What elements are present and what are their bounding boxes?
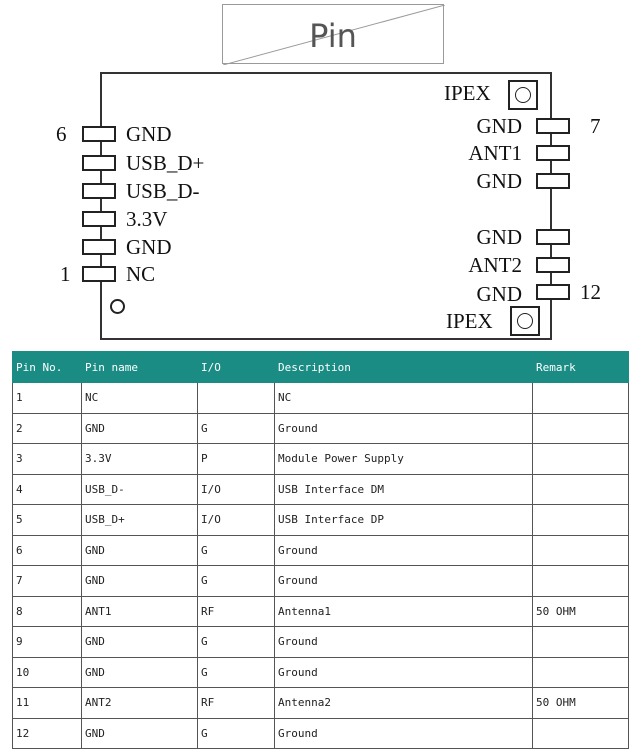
cell-io: G xyxy=(198,535,275,566)
cell-remark xyxy=(533,566,629,597)
table-header-row xyxy=(13,352,629,383)
cell-pin-no: 8 xyxy=(13,596,82,627)
cell-pin-no: 11 xyxy=(13,688,82,719)
cell-io: RF xyxy=(198,596,275,627)
cell-io: G xyxy=(198,718,275,749)
cell-description: Antenna1 xyxy=(275,596,533,627)
table-row xyxy=(13,535,629,566)
left-pad-6 xyxy=(82,266,116,282)
cell-description: USB Interface DM xyxy=(275,474,533,505)
ipex-connector-icon xyxy=(517,313,533,329)
cell-description: Module Power Supply xyxy=(275,444,533,475)
cell-pin-name: GND xyxy=(82,535,198,566)
cell-description: Ground xyxy=(275,627,533,658)
left-pin-label: USB_D+ xyxy=(126,151,205,175)
left-pin-number-6: 6 xyxy=(56,122,67,146)
cell-pin-no: 6 xyxy=(13,535,82,566)
left-pin-label: USB_D- xyxy=(126,179,200,203)
table-row xyxy=(13,505,629,536)
title-box xyxy=(222,4,444,64)
table-row xyxy=(13,383,629,414)
mounting-hole xyxy=(110,299,125,314)
right-pad-6 xyxy=(536,284,570,300)
header-pin-name: Pin name xyxy=(82,352,198,383)
cell-remark xyxy=(533,413,629,444)
pin-table xyxy=(12,351,629,749)
cell-remark xyxy=(533,474,629,505)
table-row xyxy=(13,566,629,597)
cell-remark: 50 OHM xyxy=(533,688,629,719)
ipex-connector-top xyxy=(508,80,538,110)
cell-io: G xyxy=(198,657,275,688)
cell-io: G xyxy=(198,627,275,658)
header-description: Description xyxy=(275,352,533,383)
left-pad-2 xyxy=(82,155,116,171)
ipex-connector-bottom xyxy=(510,306,540,336)
cell-pin-name: USB_D- xyxy=(82,474,198,505)
cell-pin-name: ANT2 xyxy=(82,688,198,719)
left-pad-1 xyxy=(82,126,116,142)
left-pad-5 xyxy=(82,239,116,255)
cell-pin-no: 5 xyxy=(13,505,82,536)
table-row xyxy=(13,627,629,658)
cell-description: Antenna2 xyxy=(275,688,533,719)
left-pin-number-1: 1 xyxy=(60,262,71,286)
right-pad-1 xyxy=(536,118,570,134)
cell-pin-name: NC xyxy=(82,383,198,414)
cell-description: Ground xyxy=(275,657,533,688)
left-pad-3 xyxy=(82,183,116,199)
cell-description: NC xyxy=(275,383,533,414)
cell-remark xyxy=(533,718,629,749)
cell-remark xyxy=(533,383,629,414)
right-pin-number-7: 7 xyxy=(590,114,601,138)
ipex-label-top: IPEX xyxy=(444,81,491,105)
cell-io: I/O xyxy=(198,474,275,505)
table-row xyxy=(13,718,629,749)
cell-pin-no: 3 xyxy=(13,444,82,475)
table-row xyxy=(13,444,629,475)
cell-remark xyxy=(533,505,629,536)
right-pad-3 xyxy=(536,173,570,189)
cell-pin-no: 10 xyxy=(13,657,82,688)
cell-io: G xyxy=(198,413,275,444)
cell-io: I/O xyxy=(198,505,275,536)
cell-pin-name: GND xyxy=(82,657,198,688)
cell-description: Ground xyxy=(275,566,533,597)
table-row xyxy=(13,657,629,688)
right-pin-label: ANT2 xyxy=(468,253,522,277)
cell-pin-name: 3.3V xyxy=(82,444,198,475)
cell-pin-no: 1 xyxy=(13,383,82,414)
right-pin-label: GND xyxy=(476,225,522,249)
cell-io: RF xyxy=(198,688,275,719)
page-title: Pin xyxy=(309,17,357,55)
cell-pin-no: 2 xyxy=(13,413,82,444)
cell-pin-name: GND xyxy=(82,566,198,597)
cell-pin-name: GND xyxy=(82,627,198,658)
ipex-connector-icon xyxy=(515,87,531,103)
cell-pin-name: ANT1 xyxy=(82,596,198,627)
table-row xyxy=(13,474,629,505)
table-row xyxy=(13,596,629,627)
cell-remark: 50 OHM xyxy=(533,596,629,627)
right-pin-label: ANT1 xyxy=(468,141,522,165)
table-row xyxy=(13,688,629,719)
cell-pin-no: 4 xyxy=(13,474,82,505)
table-row xyxy=(13,413,629,444)
cell-remark xyxy=(533,444,629,475)
cell-pin-name: GND xyxy=(82,718,198,749)
cell-pin-no: 9 xyxy=(13,627,82,658)
right-pin-label: GND xyxy=(476,282,522,306)
table-body xyxy=(13,383,629,749)
cell-description: Ground xyxy=(275,718,533,749)
right-pad-5 xyxy=(536,257,570,273)
cell-description: Ground xyxy=(275,535,533,566)
right-pad-4 xyxy=(536,229,570,245)
header-pin-no: Pin No. xyxy=(13,352,82,383)
left-pad-4 xyxy=(82,211,116,227)
right-pin-label: GND xyxy=(476,169,522,193)
header-io: I/O xyxy=(198,352,275,383)
cell-io: P xyxy=(198,444,275,475)
right-pad-2 xyxy=(536,145,570,161)
cell-description: USB Interface DP xyxy=(275,505,533,536)
right-pin-number-12: 12 xyxy=(580,280,601,304)
cell-remark xyxy=(533,657,629,688)
cell-remark xyxy=(533,627,629,658)
cell-description: Ground xyxy=(275,413,533,444)
ipex-label-bottom: IPEX xyxy=(446,309,493,333)
cell-pin-no: 12 xyxy=(13,718,82,749)
cell-io: G xyxy=(198,566,275,597)
cell-pin-name: GND xyxy=(82,413,198,444)
left-pin-label: NC xyxy=(126,262,156,286)
left-pin-label: 3.3V xyxy=(126,207,168,231)
left-pin-label: GND xyxy=(126,122,172,146)
cell-remark xyxy=(533,535,629,566)
header-remark: Remark xyxy=(533,352,629,383)
right-pin-label: GND xyxy=(476,114,522,138)
cell-io xyxy=(198,383,275,414)
left-pin-label: GND xyxy=(126,235,172,259)
cell-pin-no: 7 xyxy=(13,566,82,597)
cell-pin-name: USB_D+ xyxy=(82,505,198,536)
